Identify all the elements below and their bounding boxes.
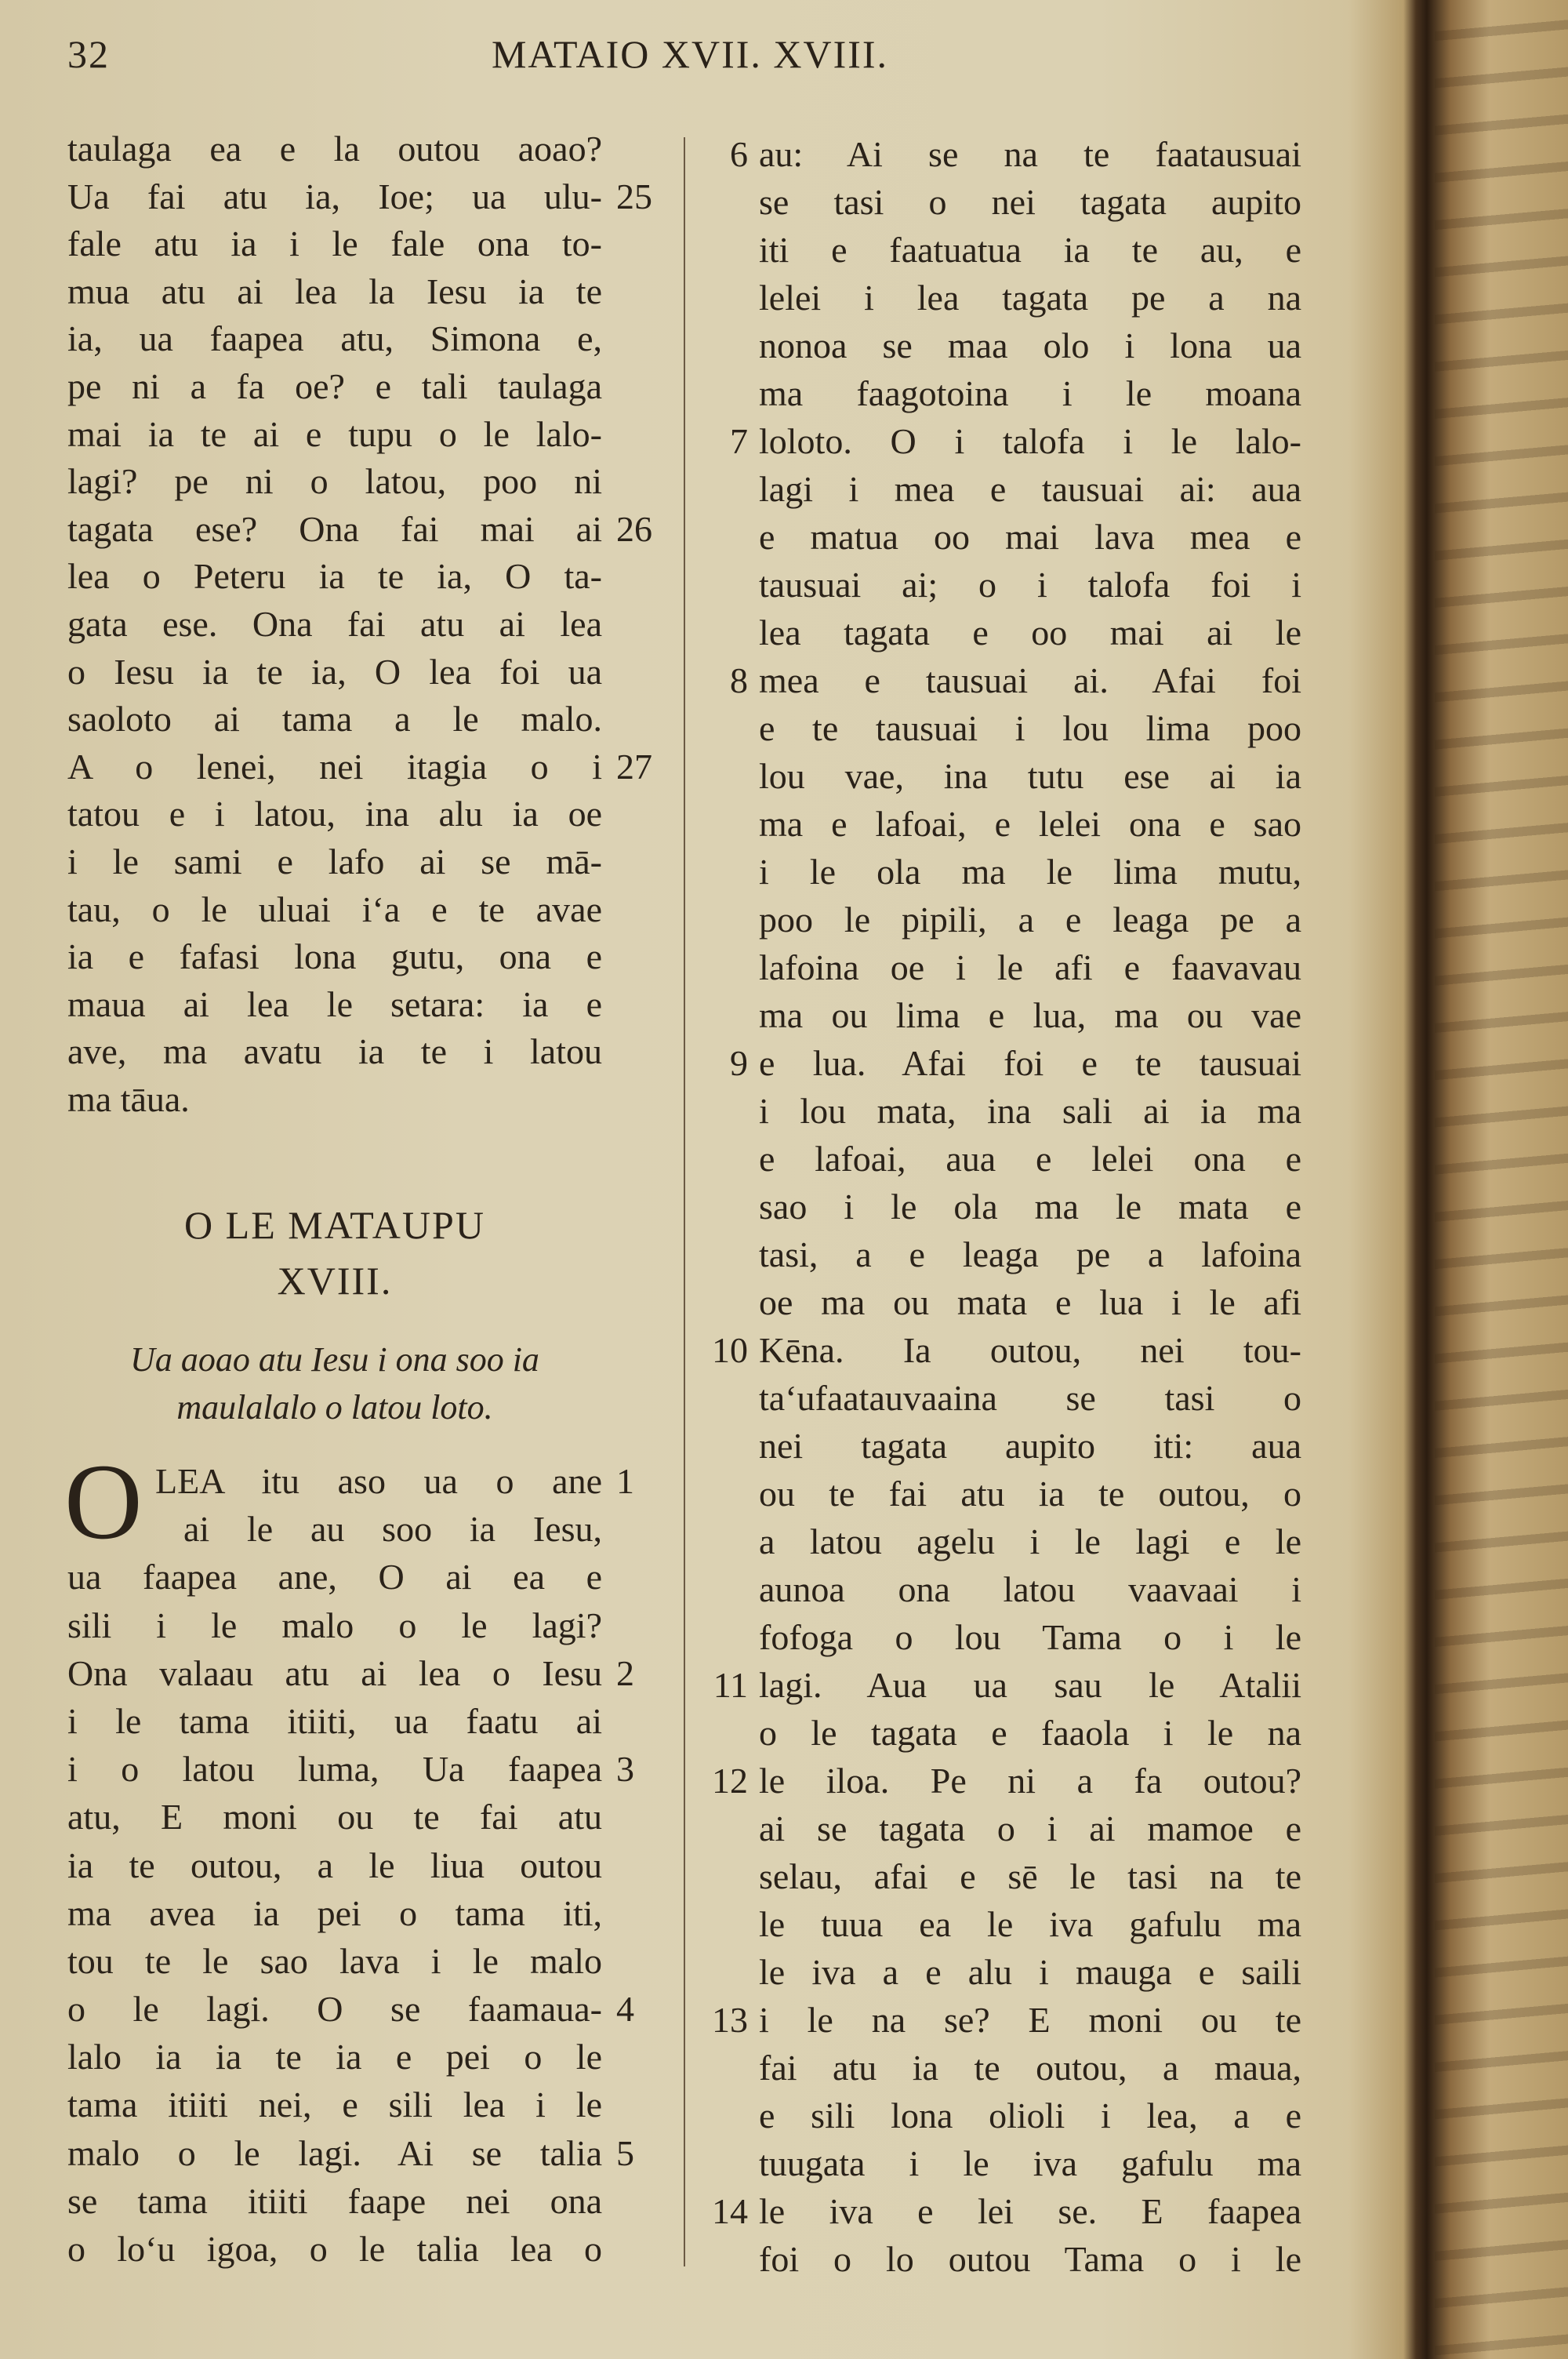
line-text: i le tama itiiti, ua faatu ai (67, 1700, 602, 1741)
text-line (759, 1087, 1301, 1135)
text-line (67, 1697, 602, 1745)
line-text: lea tagata e oo mai ai le (759, 612, 1301, 652)
text-line (730, 417, 1301, 465)
text-line (67, 1505, 602, 1553)
text-line (730, 1039, 1301, 1087)
text-line (759, 991, 1301, 1039)
text-line (67, 458, 602, 506)
line-text: ma e lafoai, e lelei ona e sao (759, 804, 1301, 844)
line-text: e te tausuai i lou lima poo (759, 708, 1301, 748)
text-line (67, 1457, 634, 1505)
line-text: lagi i mea e tausuai ai: aua (759, 469, 1301, 509)
text-line (712, 1996, 1301, 2044)
line-text: tama itiiti nei, e sili lea i le (67, 2085, 602, 2125)
line-text: le iva e lei se. E faapea (759, 2191, 1301, 2231)
line-text: selau, afai e sē le tasi na te (759, 1856, 1301, 1896)
text-line (67, 1649, 634, 1697)
text-line (67, 553, 602, 601)
text-line (67, 886, 602, 934)
line-text: loloto. O i talofa i le lalo- (759, 421, 1301, 461)
line-text: gata ese. Ona fai atu ai lea (67, 603, 602, 644)
line-text: i le sami e lafo ai se mā- (67, 841, 602, 881)
text-line (759, 2092, 1301, 2139)
text-line (759, 1518, 1301, 1565)
text-line (759, 513, 1301, 561)
text-line (759, 1805, 1301, 1852)
line-text: tatou e i latou, ina alu ia oe (67, 794, 602, 834)
line-text: LEA itu aso ua o ane (155, 1461, 602, 1501)
text-line (759, 1900, 1301, 1948)
line-text: tau, o le uluai iʻa e te avae (67, 889, 602, 929)
line-text: i le na se? E moni ou te (759, 2000, 1301, 2040)
text-line (759, 848, 1301, 896)
line-text: saoloto ai tama a le malo. (67, 699, 602, 740)
line-text: nei tagata aupito iti: aua (759, 1426, 1301, 1466)
text-line (759, 943, 1301, 991)
line-text: se tasi o nei tagata aupito (759, 182, 1301, 222)
line-text: fofoga o lou Tama o i le (759, 1617, 1301, 1657)
line-text: lafoina oe i le afi e faavavau (759, 947, 1301, 987)
text-line (759, 800, 1301, 848)
verse-number: 27 (616, 746, 652, 787)
line-text: Kēna. Ia outou, nei tou- (759, 1330, 1301, 1370)
text-line (67, 1076, 602, 1124)
text-line (67, 125, 602, 173)
text-line (759, 752, 1301, 800)
verse-number: 14 (712, 2191, 748, 2231)
text-line (67, 981, 602, 1029)
text-line (67, 1841, 602, 1889)
text-line (67, 1937, 602, 1985)
line-text: se tama itiiti faape nei ona (67, 2180, 602, 2221)
line-text: ma ou lima e lua, ma ou vae (759, 995, 1301, 1035)
text-line (759, 1183, 1301, 1230)
verse-number: 12 (712, 1761, 748, 1801)
line-text: ma avea ia pei o tama iti, (67, 1892, 602, 1933)
verse-number: 5 (616, 2132, 634, 2173)
text-line (759, 178, 1301, 226)
line-text: lagi. Aua ua sau le Atalii (759, 1665, 1301, 1705)
verse-number: 6 (730, 134, 748, 174)
line-text: poo le pipili, a e leaga pe a (759, 900, 1301, 940)
line-text: oe ma ou mata e lua i le afi (759, 1282, 1301, 1322)
text-line (67, 268, 602, 316)
text-line (67, 363, 602, 411)
line-text: sili i le malo o le lagi? (67, 1605, 602, 1645)
verse-number: 13 (712, 2000, 748, 2040)
line-text: i lou mata, ina sali ai ia ma (759, 1091, 1301, 1131)
line-text: iti e faatuatua ia te au, e (759, 230, 1301, 270)
text-line (67, 933, 602, 981)
text-line (759, 704, 1301, 752)
line-text: ou te fai atu ia te outou, o (759, 1474, 1301, 1514)
line-text: tausuai ai; o i talofa foi i (759, 565, 1301, 605)
line-text: fale atu ia i le fale ona to- (67, 224, 602, 264)
line-text: lea o Peteru ia te ia, O ta- (67, 556, 602, 597)
text-line (67, 696, 602, 743)
line-text: e lafoai, aua e lelei ona e (759, 1139, 1301, 1179)
line-text: ma faagotoina i le moana (759, 373, 1301, 413)
text-line (759, 2235, 1301, 2283)
text-line (759, 2044, 1301, 2092)
line-text: ai se tagata o i ai mamoe e (759, 1808, 1301, 1848)
text-line (67, 1889, 602, 1937)
text-line (759, 1422, 1301, 1470)
line-text: sao i le ola ma le mata e (759, 1187, 1301, 1227)
line-text: ia, ua faapea atu, Simona e, (67, 318, 602, 359)
verse-number: 26 (616, 508, 652, 549)
adjacent-page-edge (1435, 0, 1568, 2359)
line-text: A o lenei, nei itagia o i (67, 746, 602, 787)
text-line (759, 1470, 1301, 1518)
text-line (712, 1757, 1301, 1805)
line-text: o le tagata e faaola i le na (759, 1713, 1301, 1753)
drop-cap: O (64, 1441, 143, 1561)
text-line (759, 1135, 1301, 1183)
text-line (67, 1793, 602, 1841)
chapter-number: XVIII. (277, 1259, 393, 1303)
verse-number: 1 (616, 1461, 634, 1501)
text-line (67, 411, 602, 459)
line-text: maua ai lea le setara: ia e (67, 983, 602, 1024)
text-line (759, 1709, 1301, 1757)
line-text: i o latou luma, Ua faapea (67, 1749, 602, 1790)
line-text: ia e fafasi lona gutu, ona e (67, 936, 602, 977)
line-text: Ona valaau atu ai lea o Iesu (67, 1652, 602, 1693)
text-line (759, 226, 1301, 274)
line-text: tagata ese? Ona fai mai ai (67, 508, 602, 549)
right-column (712, 130, 1301, 2283)
line-text: aunoa ona latou vaavaai i (759, 1569, 1301, 1609)
line-text: le iva a e alu i mauga e saili (759, 1952, 1301, 1992)
text-line (712, 2187, 1301, 2235)
line-text: a latou agelu i le lagi e le (759, 1521, 1301, 1561)
text-line (67, 2033, 602, 2081)
chapter-heading: O LE MATAUPU (184, 1203, 485, 1247)
text-line (759, 1613, 1301, 1661)
line-text: le iloa. Pe ni a fa outou? (759, 1761, 1301, 1801)
line-text: taulaga ea e la outou aoao? (67, 129, 602, 169)
text-line (759, 1852, 1301, 1900)
verse-number: 2 (616, 1652, 634, 1693)
text-line (759, 1278, 1301, 1326)
text-line (730, 130, 1301, 178)
text-line (67, 2129, 634, 2177)
text-line (713, 1661, 1301, 1709)
text-line (759, 1948, 1301, 1996)
line-text: mai ia te ai e tupu o le lalo- (67, 413, 602, 454)
text-line (712, 1326, 1301, 1374)
line-text: mea e tausuai ai. Afai foi (759, 660, 1301, 700)
text-line (67, 743, 652, 791)
line-text: atu, E moni ou te fai atu (67, 1797, 602, 1837)
text-line (67, 315, 602, 363)
chapter-summary-line-2: maulalalo o latou loto. (176, 1388, 493, 1427)
line-text: au: Ai se na te faatausuai (759, 134, 1301, 174)
text-line (759, 465, 1301, 513)
text-line (67, 1601, 602, 1649)
line-text: lelei i lea tagata pe a na (759, 278, 1301, 318)
verse-number: 25 (616, 176, 652, 216)
text-line (759, 274, 1301, 322)
text-line (67, 220, 602, 268)
line-text: Ua fai atu ia, Ioe; ua ulu- (67, 176, 602, 216)
line-text: le tuua ea le iva gafulu ma (759, 1904, 1301, 1944)
verse-number: 11 (713, 1665, 748, 1705)
text-line (67, 838, 602, 886)
line-text: lalo ia ia te ia e pei o le (67, 2037, 602, 2077)
line-text: o Iesu ia te ia, O lea foi ua (67, 651, 602, 692)
text-line (67, 791, 602, 838)
line-text: lou vae, ina tutu ese ai ia (759, 756, 1301, 796)
left-column-top (67, 125, 652, 1123)
line-text: mua atu ai lea la Iesu ia te (67, 271, 602, 311)
text-line (67, 1553, 602, 1601)
text-line (67, 2225, 602, 2273)
line-text: e sili lona olioli i lea, a e (759, 2095, 1301, 2135)
line-text: nonoa se maa olo i lona ua (759, 325, 1301, 365)
verse-number: 3 (616, 1749, 634, 1790)
line-text: ia te outou, a le liua outou (67, 1845, 602, 1885)
line-text: lagi? pe ni o latou, poo ni (67, 461, 602, 502)
text-line (759, 369, 1301, 417)
line-text: tuugata i le iva gafulu ma (759, 2143, 1301, 2183)
text-line (67, 1028, 602, 1076)
line-text: ai le au soo ia Iesu, (183, 1509, 602, 1550)
verse-number: 7 (730, 421, 748, 461)
line-text: foi o lo outou Tama o i le (759, 2239, 1301, 2279)
line-text: e lua. Afai foi e te tausuai (759, 1043, 1301, 1083)
line-text: i le ola ma le lima mutu, (759, 852, 1301, 892)
line-text: o loʻu igoa, o le talia lea o (67, 2229, 602, 2269)
text-line (67, 601, 602, 649)
text-line (67, 1745, 634, 1793)
page-number: 32 (67, 32, 110, 76)
verse-number: 4 (616, 1989, 634, 2030)
left-column-bottom (67, 1457, 634, 2273)
line-text: tasi, a e leaga pe a lafoina (759, 1234, 1301, 1274)
line-text: ave, ma avatu ia te i latou (67, 1031, 602, 1072)
line-text: e matua oo mai lava mea e (759, 517, 1301, 557)
text-line (759, 1374, 1301, 1422)
text-line (759, 561, 1301, 609)
chapter-summary-line-1: Ua aoao atu Iesu i ona soo ia (130, 1340, 539, 1379)
text-line (759, 896, 1301, 943)
line-text: fai atu ia te outou, a maua, (759, 2048, 1301, 2088)
line-text: taʻufaatauvaaina se tasi o (759, 1378, 1301, 1418)
text-line (67, 1985, 634, 2033)
line-text: tou te le sao lava i le malo (67, 1940, 602, 1981)
text-line (759, 322, 1301, 369)
text-line (759, 1565, 1301, 1613)
text-line (67, 506, 652, 554)
text-line (759, 1230, 1301, 1278)
line-text: ua faapea ane, O ai ea e (67, 1557, 602, 1598)
text-line (67, 649, 602, 696)
text-line (759, 609, 1301, 656)
verse-number: 9 (730, 1043, 748, 1083)
text-line (67, 173, 652, 221)
verse-number: 10 (712, 1330, 748, 1370)
running-title: MATAIO XVII. XVIII. (491, 32, 889, 76)
line-text: o le lagi. O se faamaua- (67, 1989, 602, 2030)
line-text: malo o le lagi. Ai se talia (67, 2132, 602, 2173)
text-line (730, 656, 1301, 704)
verse-number: 8 (730, 660, 748, 700)
text-line (759, 2139, 1301, 2187)
line-text: pe ni a fa oe? e tali taulaga (67, 365, 602, 406)
line-text: ma tāua. (67, 1078, 190, 1119)
text-line (67, 2081, 602, 2128)
text-line (67, 2177, 602, 2225)
